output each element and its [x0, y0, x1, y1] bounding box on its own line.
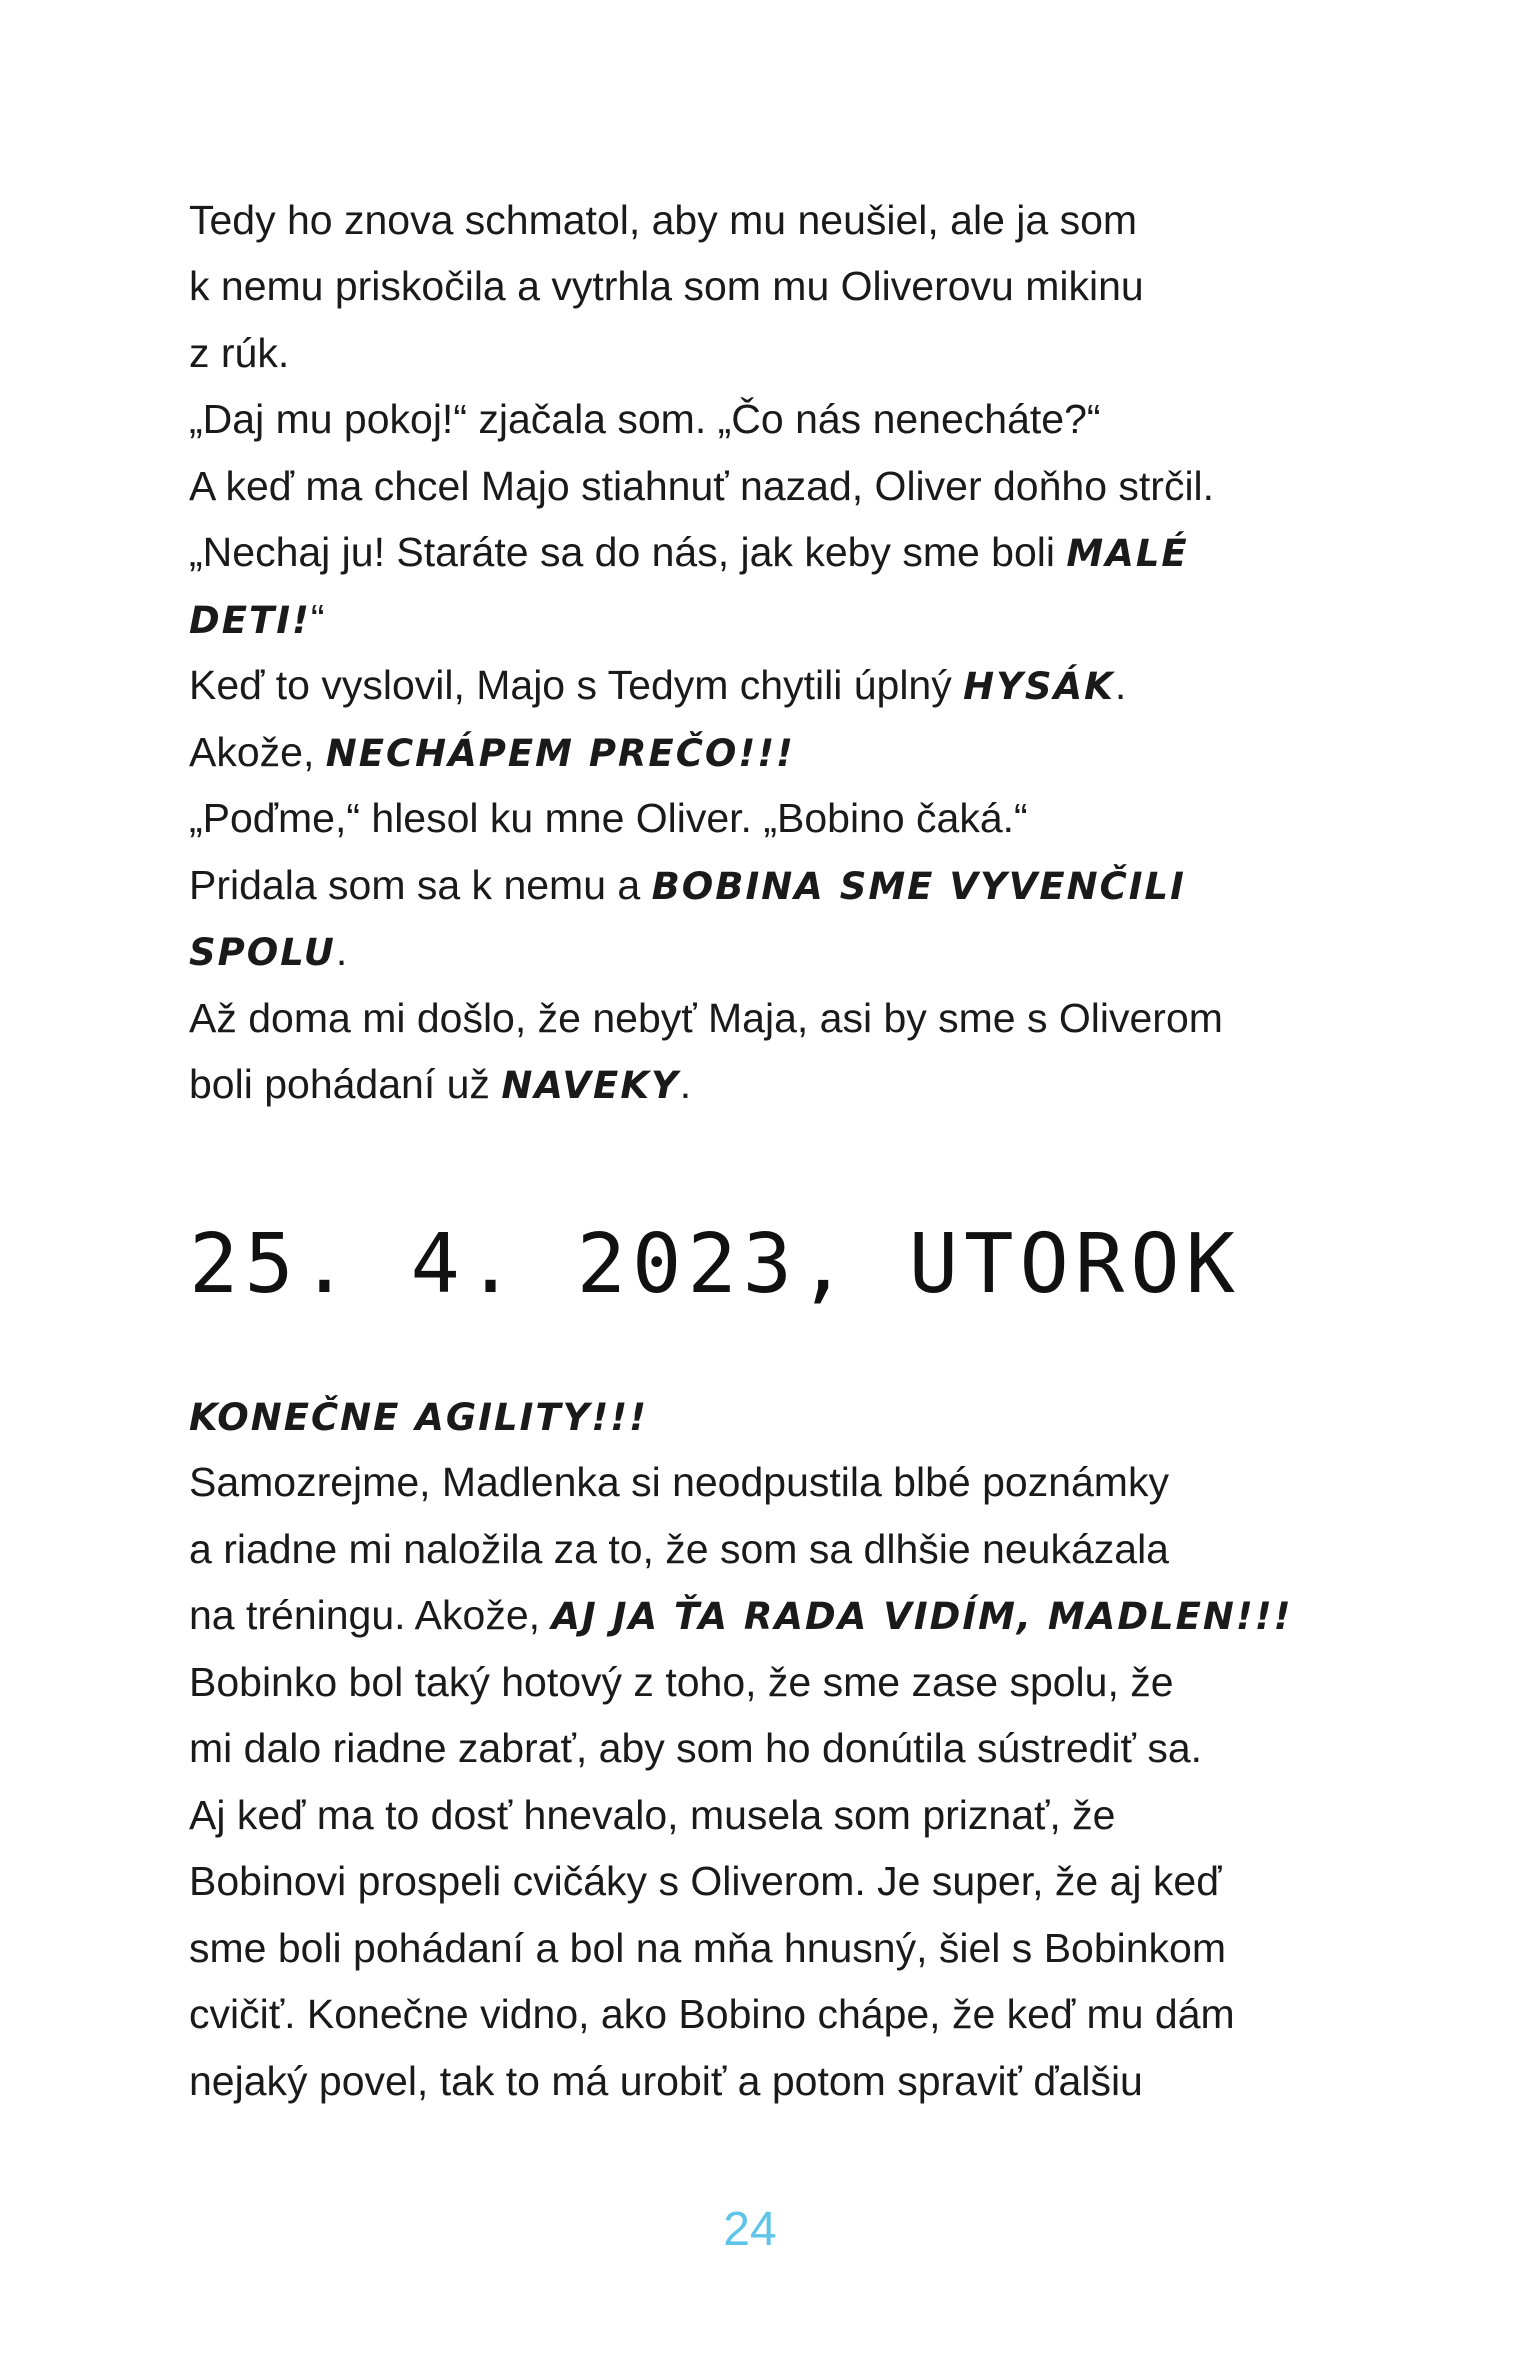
text-line: [189, 395, 1101, 443]
text: k nemu priskočila a vytrhla som mu Oliverovu mikinu: [189, 263, 1144, 309]
text-line: [189, 329, 289, 377]
text: Bobinovi prospeli cvičáky s Oliverom. Je super, že aj keď: [189, 1858, 1222, 1904]
text-line: [189, 794, 1028, 842]
text-line: [189, 1791, 1115, 1839]
text-line: [189, 994, 1223, 1042]
handwritten-emphasis: NECHÁPEM PREČO!!!: [325, 732, 795, 775]
handwritten-emphasis: DETI!: [189, 599, 311, 642]
handwritten-emphasis: MALÉ: [1066, 532, 1189, 575]
text: nejaký povel, tak to má urobiť a potom spraviť ďalšiu: [189, 2058, 1143, 2104]
text-line: [189, 462, 1214, 510]
handwritten-emphasis: SPOLU: [189, 931, 336, 974]
text: Bobinko bol taký hotový z toho, že sme zase spolu, že: [189, 1659, 1174, 1705]
text: cvičiť. Konečne vidno, ako Bobino chápe, že keď mu dám: [189, 1991, 1235, 2037]
page-number: 24: [723, 2203, 777, 2256]
text: na tréningu. Akože,: [189, 1592, 552, 1638]
handwritten-emphasis: BOBINA SME VYVENČILI: [651, 865, 1186, 908]
text-line: [189, 528, 1189, 578]
text-line: [189, 1990, 1235, 2038]
text-line: [189, 595, 325, 645]
date-heading: 25. 4. 2023, UTOROK: [189, 1217, 1241, 1312]
text-line: [189, 1924, 1226, 1972]
text-line: [189, 2057, 1143, 2105]
text: sme boli pohádaní a bol na mňa hnusný, šiel s Bobinkom: [189, 1925, 1227, 1971]
text: Až doma mi došlo, že nebyť Maja, asi by sme s Oliverom: [189, 995, 1223, 1041]
text: Pridala som sa k nemu a: [189, 862, 652, 908]
text-line: [189, 1857, 1221, 1905]
text: boli pohádaní už: [189, 1061, 502, 1107]
text: z rúk.: [189, 330, 290, 376]
text: .: [679, 1061, 692, 1107]
text: .: [335, 928, 348, 974]
text: Keď to vyslovil, Majo s Tedym chytili úplný: [189, 662, 964, 708]
text-line: [189, 728, 795, 778]
text: Aj keď ma to dosť hnevalo, musela som priznať, že: [189, 1792, 1116, 1838]
handwritten-emphasis: NAVEKY: [501, 1064, 680, 1107]
text-line: [189, 861, 1186, 911]
text: „Nechaj ju! Staráte sa do nás, jak keby sme boli: [189, 529, 1067, 575]
text-line: [189, 1724, 1202, 1772]
text: Samozrejme, Madlenka si neodpustila blbé poznámky: [189, 1459, 1169, 1505]
text: a riadne mi naložila za to, že som sa dlhšie neukázala: [189, 1526, 1169, 1572]
text-line: [189, 927, 347, 977]
text: „Daj mu pokoj!“ zjačala som. „Čo nás nenecháte?“: [189, 396, 1101, 442]
text-line: [189, 1525, 1169, 1573]
text-line: [189, 196, 1137, 244]
text-line: [189, 661, 1126, 711]
text: Tedy ho znova schmatol, aby mu neušiel, ale ja som: [189, 197, 1138, 243]
text: „Poďme,“ hlesol ku mne Oliver. „Bobino čaká.“: [189, 795, 1028, 841]
handwritten-emphasis: KONEČNE AGILITY!!!: [189, 1396, 649, 1439]
text-line: [189, 262, 1144, 310]
text: A keď ma chcel Majo stiahnuť nazad, Oliver doňho strčil.: [189, 463, 1215, 509]
text-line: [189, 1458, 1169, 1506]
text: .: [1114, 662, 1127, 708]
text-line: [189, 1658, 1174, 1706]
text-line: [189, 1060, 691, 1110]
handwritten-emphasis: HYSÁK: [963, 665, 1115, 708]
handwritten-emphasis: AJ JA ŤA RADA VIDÍM, MADLEN!!!: [551, 1595, 1293, 1638]
text-line: [189, 1591, 1292, 1641]
text: Akože,: [189, 729, 326, 775]
text: mi dalo riadne zabrať, aby som ho donútila sústrediť sa.: [189, 1725, 1203, 1771]
text: “: [310, 596, 325, 642]
text-line: [189, 1392, 648, 1442]
